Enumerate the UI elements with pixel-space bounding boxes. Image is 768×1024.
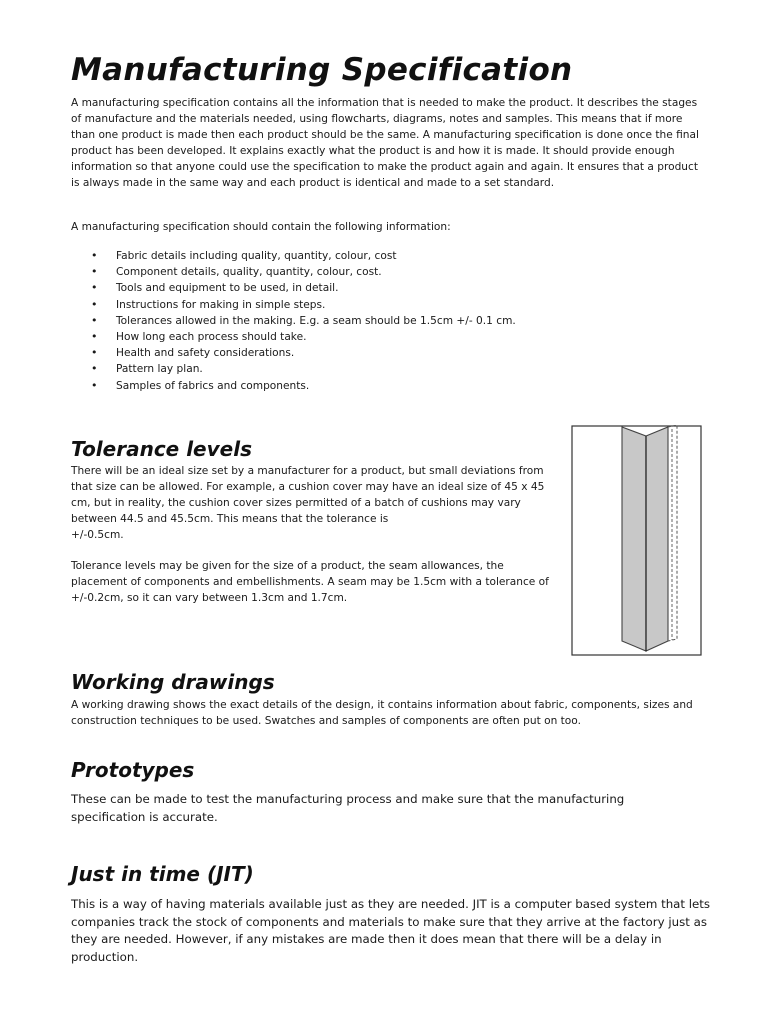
working-drawings-heading: Working drawings xyxy=(71,670,275,694)
list-item: • Fabric details including quality, quantity, colour, cost xyxy=(91,248,516,264)
working-drawings-paragraph: A working drawing shows the exact details of the design, it contains information about fabric, components, sizes and construction techniques to be used. Swatches and samples of components are often put on too. xyxy=(71,699,693,727)
tolerance-heading: Tolerance levels xyxy=(71,437,252,461)
prototypes-heading: Prototypes xyxy=(71,758,195,782)
tolerance-value: +/-0.5cm. xyxy=(71,529,124,541)
seam-fold-left xyxy=(622,427,646,651)
list-item: • How long each process should take. xyxy=(91,329,516,345)
list-item: • Health and safety considerations. xyxy=(91,345,516,361)
prototypes-paragraph: These can be made to test the manufacturing process and make sure that the manufacturing specification is accurate. xyxy=(71,792,625,824)
intro-paragraph: A manufacturing specification contains all the information that is needed to make the product. It describes the stages of manufacture and the materials needed, using flowcharts, diagrams, notes and samples. This means that if more than one product is made then each product should be the same. A manufacturing specification is done once the final product has been developed. It explains exactly what the product is and how it is made. It should provide enough information so that anyone could use the specification to make the product again and again. It ensures that a product is always made in the same way and each product is identical and made to a set standard. xyxy=(71,97,699,189)
page-title: Manufacturing Specification xyxy=(71,52,573,88)
jit-paragraph: This is a way of having materials available just as they are needed. JIT is a computer based system that lets companies track the stock of components and materials to make sure that they arrive at the factory just as they are needed. However, if any mistakes are made then it does mean that there will be a delay in production. xyxy=(71,897,711,964)
tolerance-paragraph-1: There will be an ideal size set by a manufacturer for a product, but small deviations from that size can be allowed. For example, a cushion cover may have an ideal size of 45 x 45 cm, but in reality, the cushion cover sizes permitted of a batch of cushions may vary between 44.5 and 45.5cm. This means that the tolerance is xyxy=(71,465,545,525)
list-item: • Instructions for making in simple steps. xyxy=(91,297,516,313)
seam-illustration xyxy=(571,425,703,657)
list-item: • Pattern lay plan. xyxy=(91,361,516,377)
specification-list xyxy=(91,248,516,394)
seam-fold-right xyxy=(646,427,668,651)
list-item: • Component details, quality, quantity, colour, cost. xyxy=(91,264,516,280)
list-item: • Tolerances allowed in the making. E.g. a seam should be 1.5cm +/- 0.1 cm. xyxy=(91,313,516,329)
seam-diagram xyxy=(571,425,703,661)
jit-heading: Just in time (JIT) xyxy=(71,862,254,886)
tolerance-paragraph-2: Tolerance levels may be given for the size of a product, the seam allowances, the placement of components and embellishments. A seam may be 1.5cm with a tolerance of +/-0.2cm, so it can vary between 1.3cm and 1.7cm. xyxy=(71,560,549,604)
list-item: • Tools and equipment to be used, in detail. xyxy=(91,280,516,296)
list-item: • Samples of fabrics and components. xyxy=(91,378,516,394)
list-intro: A manufacturing specification should contain the following information: xyxy=(71,221,451,233)
